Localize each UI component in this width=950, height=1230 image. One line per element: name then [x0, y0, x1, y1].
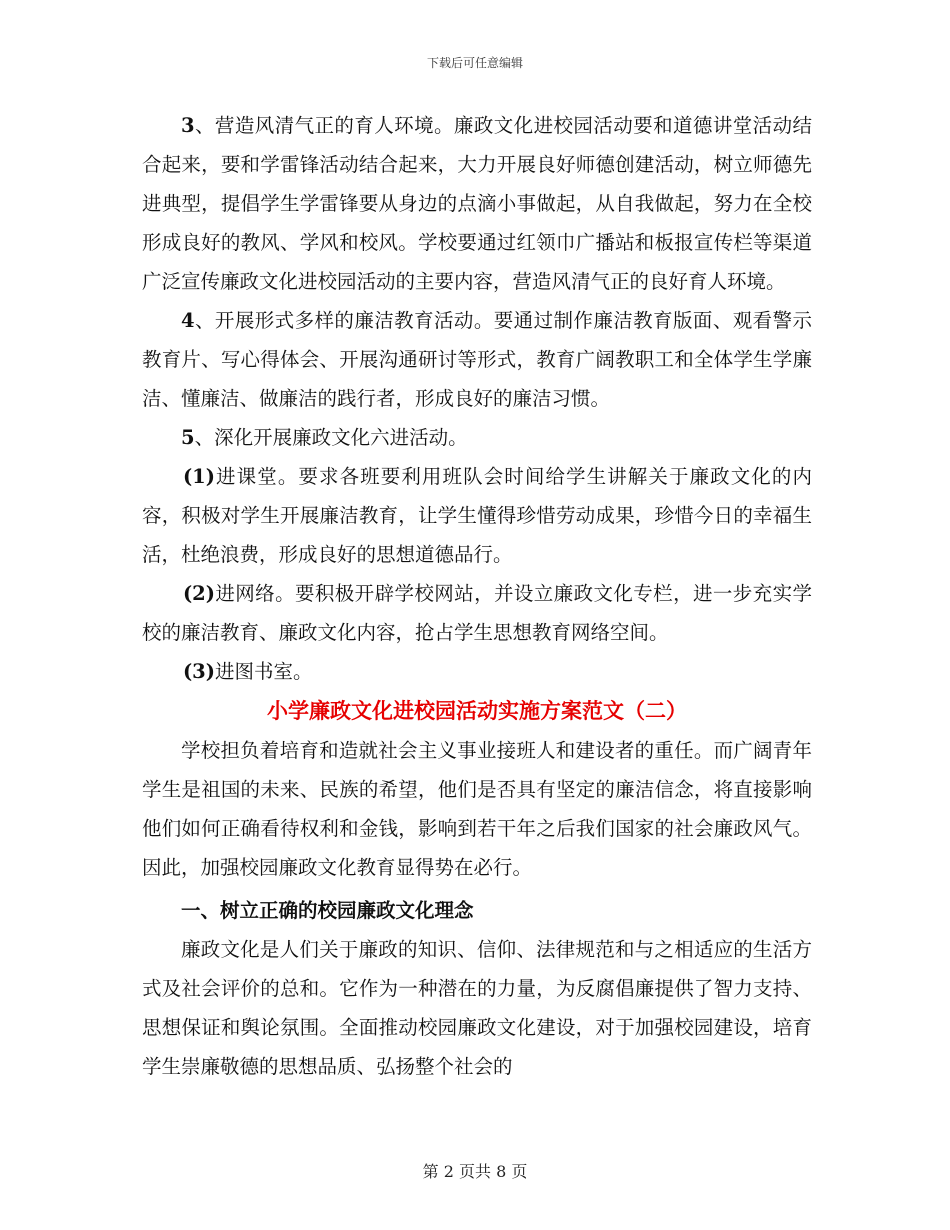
- sub-item-text: 进图书室。: [214, 660, 313, 683]
- paragraph-text: 、开展形式多样的廉洁教育活动。要通过制作廉洁教育版面、观看警示教育片、写心得体会、开展沟通研讨等形式，教育广阔教职工和全体学生学廉洁、懂廉洁、做廉洁的践行者，形成良好的廉洁习惯。: [142, 309, 812, 410]
- paragraph-4: [142, 301, 812, 418]
- sub-item-number: (2): [182, 582, 215, 605]
- paragraph-text: 、营造风清气正的育人环境。廉政文化进校园活动要和道德讲堂活动结合起来，要和学雷锋活动结合起来，大力开展良好师德创建活动，树立师德先进典型，提倡学生学雷锋要从身边的点滴小事做起，从自我做起，努力在全校形成良好的教风、学风和校风。学校要通过红领巾广播站和板报宣传栏等渠道广泛宣传廉政文化进校园活动的主要内容，营造风清气正的良好育人环境。: [142, 114, 812, 293]
- sub-item-number: (3): [182, 660, 215, 683]
- sub-item-2: [142, 574, 812, 652]
- item-number: 5: [181, 426, 195, 449]
- item-number: 4: [181, 309, 195, 332]
- paragraph-3: [142, 106, 812, 301]
- sub-item-text: 进课堂。要求各班要利用班队会时间给学生讲解关于廉政文化的内容，积极对学生开展廉洁教育，让学生懂得珍惜劳动成果，珍惜今日的幸福生活，杜绝浪费，形成良好的思想道德品行。: [142, 465, 812, 566]
- page-header: 下载后可任意编辑: [426, 56, 523, 70]
- sub-item-number: (1): [182, 465, 215, 488]
- sub-item-1: [142, 457, 812, 574]
- intro-paragraph: 学校担负着培育和造就社会主义事业接班人和建设者的重任。而广阔青年学生是祖国的未来、民族的希望，他们是否具有坚定的廉洁信念，将直接影响他们如何正确看待权利和金钱，影响到若干年之后我们国家的社会廉政风气。因此，加强校园廉政文化教育显得势在必行。: [142, 739, 812, 879]
- document-body: [142, 106, 812, 1086]
- paragraph-5: [142, 418, 812, 457]
- sub-item-text: 进网络。要积极开辟学校网站，并设立廉政文化专栏，进一步充实学校的廉洁教育、廉政文化内容，抢占学生思想教育网络空间。: [142, 582, 812, 644]
- article-title: 小学廉政文化进校园活动实施方案范文（二）: [267, 698, 687, 723]
- section-paragraph: 廉政文化是人们关于廉政的知识、信仰、法律规范和与之相适应的生活方式及社会评价的总和。它作为一种潜在的力量，为反腐倡廉提供了智力支持、思想保证和舆论氛围。全面推动校园廉政文化建设，对于加强校园建设，培育学生崇廉敬德的思想品质、弘扬整个社会的: [142, 938, 812, 1078]
- section-heading: 一、树立正确的校园廉政文化理念: [181, 899, 474, 922]
- sub-item-3: [142, 652, 812, 691]
- page-footer: 第 2 页共 8 页: [422, 1162, 528, 1181]
- item-number: 3: [181, 114, 195, 137]
- paragraph-text: 、深化开展廉政文化六进活动。: [194, 426, 468, 449]
